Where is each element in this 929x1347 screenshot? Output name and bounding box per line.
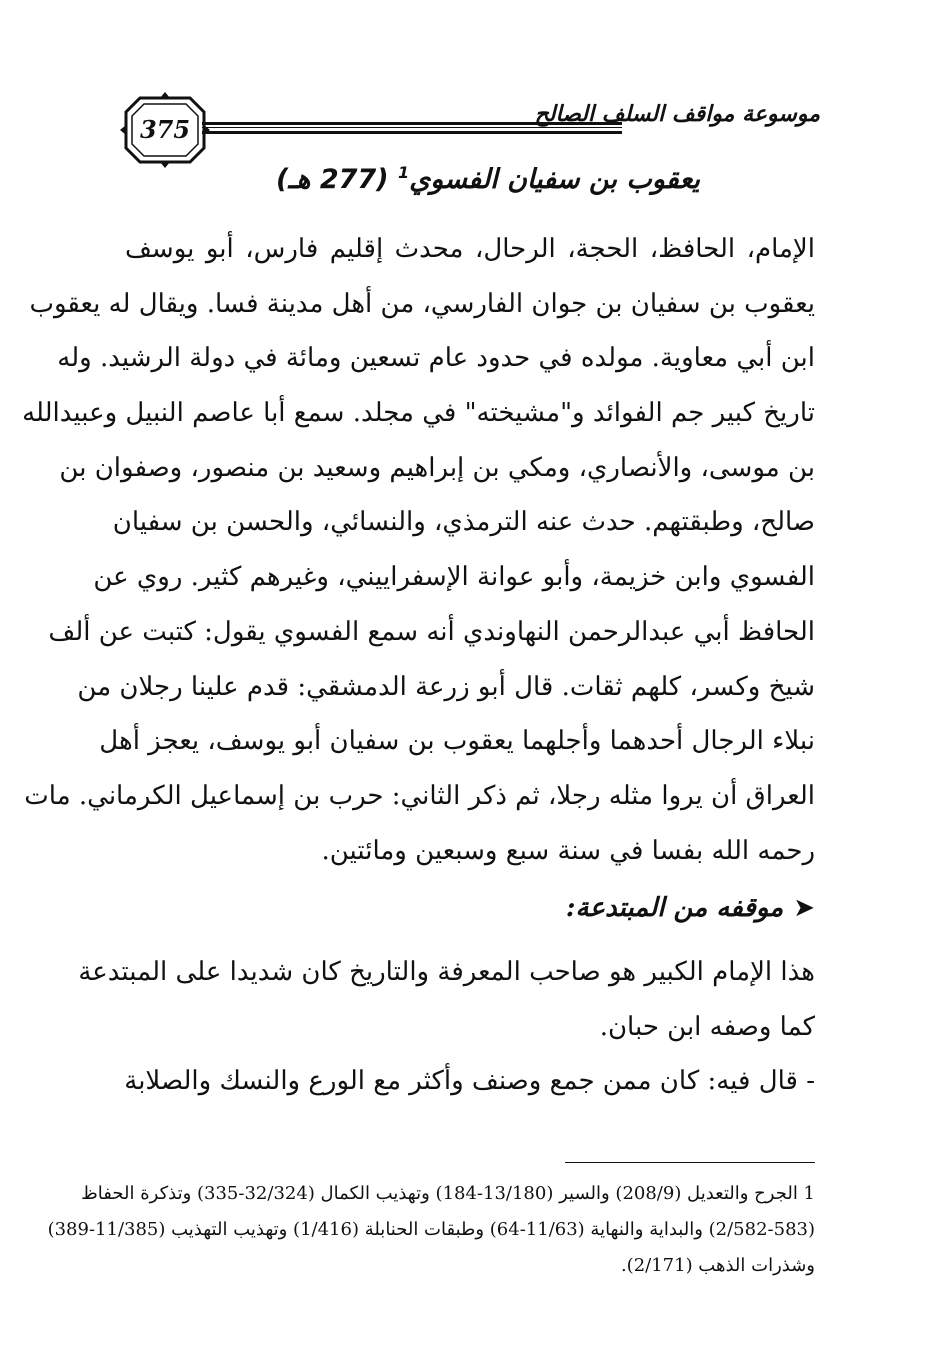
body-line: شيخ وكسر، كلهم ثقات. قال أبو زرعة الدمشقي: قدم علينا رجلان من [77,671,815,702]
body-line: يعقوب بن سفيان بن جوان الفارسي، من أهل مدينة فسا. ويقال له يعقوب [29,288,815,319]
arrowhead-icon: ➤ [793,893,815,923]
body-line: صالح، وطبقتهم. حدث عنه الترمذي، والنسائي، والحسن بن سفيان [112,507,815,538]
body-line: ابن أبي معاوية. مولده في حدود عام تسعين ومائة في دولة الرشيد. وله [57,343,815,374]
body-line: الحافظ أبي عبدالرحمن النهاوندي أنه سمع الفسوي يقول: كتبت عن ألف [48,616,815,647]
section-heading-text: موقفه من المبتدعة: [565,893,784,923]
page-number: 375 [139,115,191,144]
body-line: بن موسى، والأنصاري، ومكي بن إبراهيم وسعيد بن منصور، وصفوان بن [59,452,815,483]
body-line: العراق أن يروا مثله رجلا، ثم ذكر الثاني: حرب بن إسماعيل الكرماني. مات [24,780,815,811]
footnote-divider [565,1162,815,1163]
section-line: - قال فيه: كان ممن جمع وصنف وأكثر مع الورع والنسك والصلابة [124,1066,815,1097]
body-text [22,222,815,878]
page-number-badge [120,92,210,168]
body-line: رحمه الله بفسا في سنة سبع وسبعين ومائتين. [321,835,815,866]
entry-name: يعقوب بن سفيان الفسوي [409,164,700,195]
page-header [120,92,820,168]
entry-title [180,163,700,195]
book-title: موسوعة مواقف السلف الصالح [534,102,820,127]
footnote-line: 1 الجرح والتعديل (208/9) والسير (13/180-184) وتهذيب الكمال (32/324-335) وتذكرة الحفاظ [81,1183,815,1204]
body-line: نبلاء الرجال أحدهما وأجلهما يعقوب بن سفيان أبو يوسف، يعجز أهل [99,726,815,757]
footnote-ref: 1 [397,163,410,182]
entry-date: (277 هـ) [275,164,389,195]
section-text [78,945,815,1109]
section-line: كما وصفه ابن حبان. [599,1011,815,1042]
body-line: الفسوي وابن خزيمة، وأبو عوانة الإسفراييني، وغيرهم كثير. روي عن [93,562,815,593]
body-line: تاريخ كبير جم الفوائد و"مشيخته" في مجلد. سمع أبا عاصم النبيل وعبيدالله [22,398,815,429]
footnote-line: وشذرات الذهب (2/171). [620,1255,815,1276]
body-line: الإمام، الحافظ، الحجة، الرحال، محدث إقليم فارس، أبو يوسف [125,234,815,264]
footnotes [47,1176,815,1284]
footnote-line: (2/582-583) والبداية والنهاية (11/63-64) وطبقات الحنابلة (1/416) وتهذيب التهذيب (11/385-389) [47,1219,815,1240]
section-heading [400,893,815,923]
section-line: هذا الإمام الكبير هو صاحب المعرفة والتاريخ كان شديدا على المبتدعة [78,957,815,987]
